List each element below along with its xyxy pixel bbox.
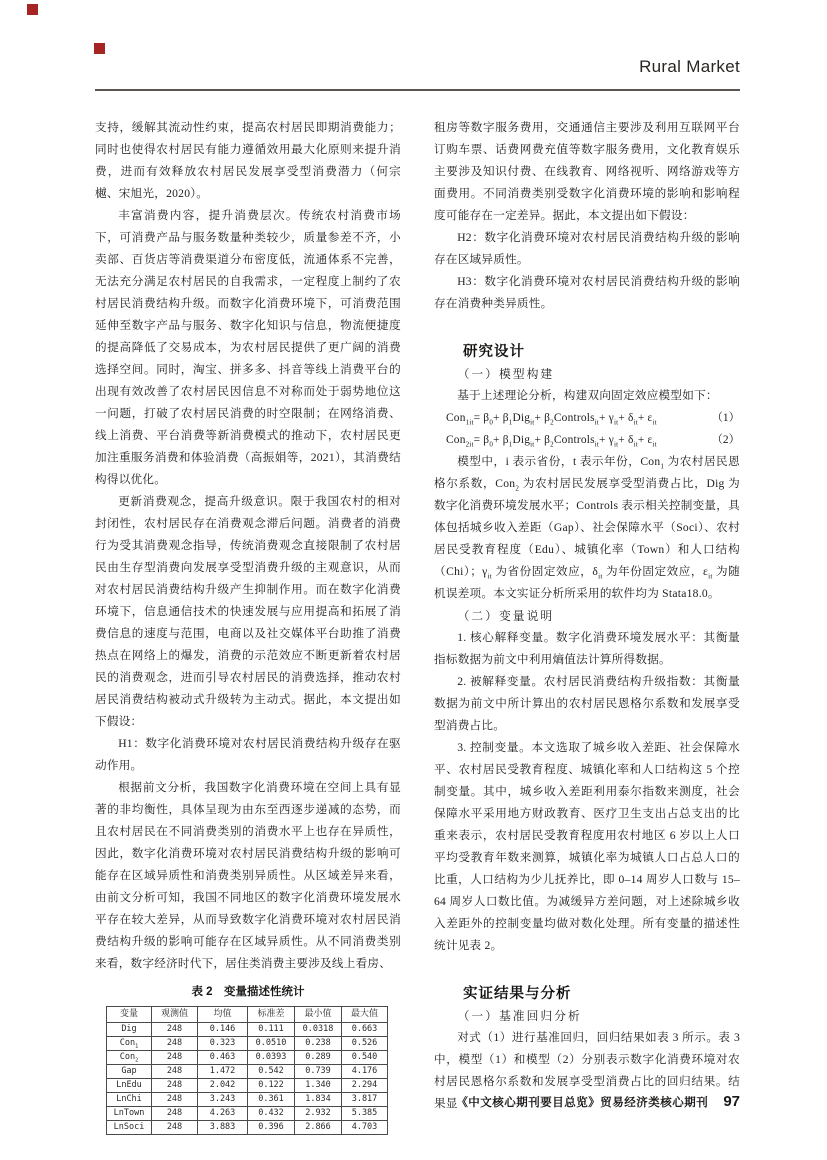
table-cell: 0.361 xyxy=(248,1093,295,1107)
table-header-cell: 最小值 xyxy=(295,1007,342,1023)
table-header-cell: 均值 xyxy=(198,1007,248,1023)
subsection-heading: （一）模型构建 xyxy=(457,367,555,381)
section-heading: 实证结果与分析 xyxy=(463,986,572,1002)
table-row xyxy=(107,1079,388,1093)
table-cell: 0.0318 xyxy=(295,1023,342,1037)
table-cell: 4.176 xyxy=(342,1065,388,1079)
table-cell: 3.243 xyxy=(198,1093,248,1107)
table-cell: 0.0510 xyxy=(248,1037,295,1051)
table-cell: 4.263 xyxy=(198,1107,248,1121)
table-header-cell: 变量 xyxy=(107,1007,152,1023)
formula-number: （1） xyxy=(711,412,740,424)
table-cell: 248 xyxy=(152,1093,198,1107)
table-cell: 248 xyxy=(152,1121,198,1135)
table-cell: 2.866 xyxy=(295,1121,342,1135)
paragraph: 更新消费观念，提高升级意识。限于我国农村的相对封闭性，农村居民存在消费观念滞后问题。消费者的消费行为受其消费观念指导，传统消费观念直接限制了农村居民由生存型消费向发展享受型消费升级的主观意识，从而对农村居民消费结构升级产生抑制作用。而在数字化消费环境下，信息通信技术的快速发展与应用提高和拓展了消费信息的速度与范围，电商以及社交媒体平台助推了消费热点在网络上的爆发，消费的示范效应不断更新着农村居民的消费观念，进而引导农村居民的消费选择，推动农村居民消费结构被动式升级转为主动式。据此，本文提出如下假设： xyxy=(95,495,401,728)
formula-line xyxy=(434,429,740,451)
table-cell: 248 xyxy=(152,1023,198,1037)
table-header-cell: 最大值 xyxy=(342,1007,388,1023)
table-row xyxy=(107,1065,388,1079)
table-cell-variable: LnChi xyxy=(107,1093,152,1107)
table-cell-variable: Con$_1$ xyxy=(107,1037,152,1051)
table-cell: 248 xyxy=(152,1065,198,1079)
table-caption: 表 2 变量描述性统计 xyxy=(191,986,305,998)
table-cell: 248 xyxy=(152,1051,198,1065)
footer-journal-note: 《中文核心期刊要目总览》贸易经济类核心期刊 xyxy=(456,1097,709,1109)
paragraph: H1：数字化消费环境对农村居民消费结构升级存在驱动作用。 xyxy=(95,737,401,772)
paragraph: 租房等数字服务费用，交通通信主要涉及利用互联网平台订购车票、话费网费充值等数字服务费用，文化教育娱乐主要涉及知识付费、在线教育、网络视听、网络游戏等方面费用。不同消费类别受数字化消费环境的影响和影响程度可能存在一定差异。据此，本文提出如下假设： xyxy=(434,121,740,222)
red-square-mark-1 xyxy=(27,4,38,15)
table-row xyxy=(107,1023,388,1037)
table-cell: 0.111 xyxy=(248,1023,295,1037)
table-row xyxy=(107,1093,388,1107)
table-cell-variable: Gap xyxy=(107,1065,152,1079)
table-cell: 1.472 xyxy=(198,1065,248,1079)
table-cell: 0.663 xyxy=(342,1023,388,1037)
formula-number: （2） xyxy=(711,434,740,446)
table-cell: 1.834 xyxy=(295,1093,342,1107)
formula-line xyxy=(434,407,740,429)
table-row xyxy=(107,1121,388,1135)
table-cell: 0.739 xyxy=(295,1065,342,1079)
table-cell: 2.042 xyxy=(198,1079,248,1093)
table-cell: 2.932 xyxy=(295,1107,342,1121)
table-cell: 0.238 xyxy=(295,1037,342,1051)
paragraph: 丰富消费内容，提升消费层次。传统农村消费市场下，可消费产品与服务数量种类较少，质量参差不齐，小卖部、百货店等消费渠道分布密度低，流通体系不完善，无法充分满足农村居民的自我需求，一定程度上制约了农村居民消费结构升级。而数字化消费环境下，可消费范围延伸至数字产品与服务、数字化知识与信息，物流便捷度的提高降低了交易成本，为农村居民提供了更广阔的消费选择空间。同时，淘宝、拼多多、抖音等线上消费平台的出现有效改善了农村居民因信息不对称而处于弱势地位这一问题，打破了农村居民消费的时空限制；在网络消费、线上消费、平台消费等新消费模式的推动下，农村居民更加注重服务消费和体验消费（高振娟等，2021），其消费结构得以优化。 xyxy=(95,209,401,486)
table-cell: 0.146 xyxy=(198,1023,248,1037)
right-column xyxy=(434,117,740,1135)
paragraph: H2：数字化消费环境对农村居民消费结构升级的影响存在区域异质性。 xyxy=(434,231,740,266)
table-cell: 0.463 xyxy=(198,1051,248,1065)
table-cell: 248 xyxy=(152,1079,198,1093)
article-body xyxy=(95,117,740,1135)
paragraph: 3. 控制变量。本文选取了城乡收入差距、社会保障水平、农村居民受教育程度、城镇化率和人口结构这 5 个控制变量。其中，城乡收入差距利用泰尔指数来测度，社会保障水平采用地方财政教育、医疗卫生支出占总支出的比重来表示，农村居民受教育程度用农村地区 6 岁以上人口平均受教育年数来测算，城镇化率为城镇人口占总人口的比重，人口结构为少儿抚养比，即 0–14 周岁人口数与 15–64 周岁人口数比值。为减缓异方差问题，对上述除城乡收入差距外的控制变量均做对数化处理。所有变量的描述性统计见表 2。 xyxy=(434,741,740,952)
red-square-mark-2 xyxy=(94,43,105,54)
page-footer xyxy=(456,1093,740,1110)
subsection-heading: （二）变量说明 xyxy=(457,609,555,623)
table-cell: 0.432 xyxy=(248,1107,295,1121)
paragraph: H3：数字化消费环境对农村居民消费结构升级的影响存在消费种类异质性。 xyxy=(434,275,740,310)
table-cell: 1.340 xyxy=(295,1079,342,1093)
table-2 xyxy=(106,1006,388,1135)
table-cell: 0.396 xyxy=(248,1121,295,1135)
table-cell: 248 xyxy=(152,1037,198,1051)
table-cell-variable: Con$_2$ xyxy=(107,1051,152,1065)
header-rule xyxy=(95,89,740,91)
table-cell-variable: LnEdu xyxy=(107,1079,152,1093)
table-cell: 0.323 xyxy=(198,1037,248,1051)
subsection-heading: （一）基准回归分析 xyxy=(457,1009,582,1023)
footer-page-number: 97 xyxy=(723,1093,740,1110)
table-cell: 0.526 xyxy=(342,1037,388,1051)
paragraph: 2. 被解释变量。农村居民消费结构升级指数：其衡量数据为前文中所计算出的农村居民恩格尔系数和发展享受型消费占比。 xyxy=(434,675,740,732)
paragraph: 1. 核心解释变量。数字化消费环境发展水平：其衡量指标数据为前文中利用熵值法计算所得数据。 xyxy=(434,631,740,666)
table-cell: 3.817 xyxy=(342,1093,388,1107)
table-cell-variable: Dig xyxy=(107,1023,152,1037)
table-cell: 0.122 xyxy=(248,1079,295,1093)
paragraph: 根据前文分析，我国数字化消费环境在空间上具有显著的非均衡性，具体呈现为由东至西逐步递减的态势，而且农村居民在不同消费类别的消费水平上也存在异质性，因此，数字化消费环境对农村居民消费结构升级的影响可能存在区域异质性和消费类别异质性。从区域差异来看，由前文分析可知，我国不同地区的数字化消费环境发展水平存在较大差异，从而导致数字化消费环境对农村居民消费结构升级的影响可能存在区域异质性。从不同消费类别来看，数字经济时代下，居住类消费主要涉及线上看房、 xyxy=(95,781,401,970)
journal-name: Rural Market xyxy=(639,57,740,76)
section-heading: 研究设计 xyxy=(463,344,525,360)
table-header-cell: 观测值 xyxy=(152,1007,198,1023)
paragraph: 支持，缓解其流动性约束，提高农村居民即期消费能力；同时也使得农村居民有能力遵循效用最大化原则来提升消费，进而有效释放农村居民发展享受型消费潜力（何宗樾、宋旭光，2020）。 xyxy=(95,121,401,200)
table-header-row xyxy=(107,1007,388,1023)
table-cell: 2.294 xyxy=(342,1079,388,1093)
table-cell: 0.289 xyxy=(295,1051,342,1065)
table-cell: 0.540 xyxy=(342,1051,388,1065)
left-column xyxy=(95,117,401,1135)
paragraph: 对式（1）进行基准回归，回归结果如表 3 所示。表 3 中，模型（1）和模型（2）分别表示数字化消费环境对农村居民恩格尔系数和发展享受型消费占比的回归结果。结果显 xyxy=(434,1031,740,1110)
table-cell-variable: LnSoci xyxy=(107,1121,152,1135)
paragraph: 模型中，i 表示省份，t 表示年份，Con$_1$ 为农村居民恩格尔系数，Con$_2$ 为农村居民发展享受型消费占比，Dig 为数字化消费环境发展水平；Controls 表示相关控制变量，具体包括城乡收入差距（Gap）、社会保障水平（Soci）、农村居民受教育程度（Edu）、城镇化率（Town）和人口结构（Chi）；$\gamma_{it}$ 为省份固定效应，$\delta_{it}$ 为年份固定效应，$\varepsilon_{it}$ 为随机误差项。本文实证分析所采用的软件均为 Stata18.0。 xyxy=(434,455,741,600)
table-cell: 5.385 xyxy=(342,1107,388,1121)
paragraph: 基于上述理论分析，构建双向固定效应模型如下： xyxy=(457,389,718,402)
table-cell: 4.703 xyxy=(342,1121,388,1135)
table-row xyxy=(107,1107,388,1121)
formula-expression: $Con_{1it}= \beta_0+ \beta_1Dig_{it}+$ $\beta_2Controls_{it}+ \gamma_{it}+ \delta_{it}+ \varepsilon_{it}$ xyxy=(446,412,657,427)
table-row xyxy=(107,1037,388,1051)
table-cell: 0.542 xyxy=(248,1065,295,1079)
formula-expression: $Con_{2it}= \beta_0+ \beta_1Dig_{it}+$ $\beta_2Controls_{it}+ \gamma_{it}+ \delta_{it}+ \varepsilon_{it}$ xyxy=(446,434,657,449)
table-cell: 3.883 xyxy=(198,1121,248,1135)
table-cell: 248 xyxy=(152,1107,198,1121)
table-cell: 0.0393 xyxy=(248,1051,295,1065)
table-row xyxy=(107,1051,388,1065)
table-header-cell: 标准差 xyxy=(248,1007,295,1023)
table-cell-variable: LnTown xyxy=(107,1107,152,1121)
